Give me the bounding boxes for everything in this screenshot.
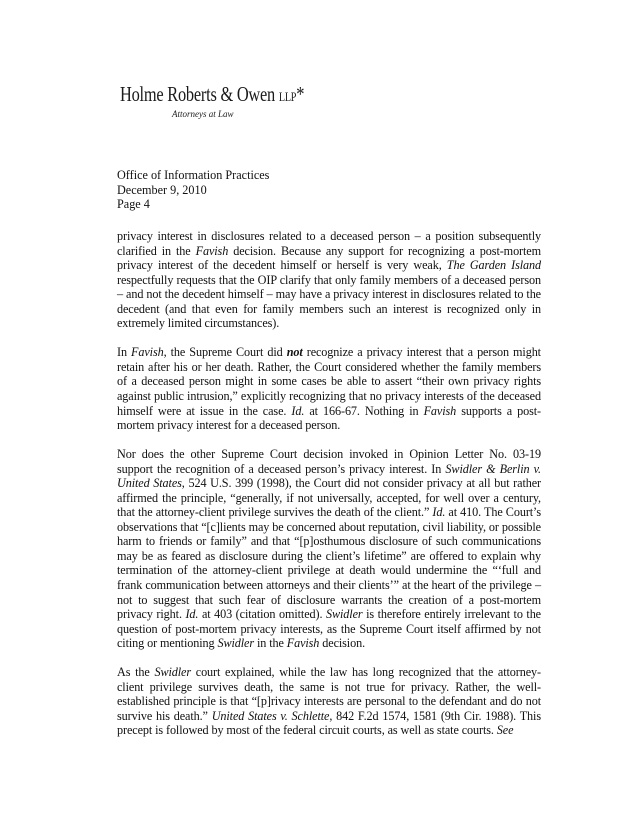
firm-name: Holme Roberts & Owen LLP*: [120, 82, 305, 106]
text-run: , 842 F.2d 1574, 1581 (9th Cir. 1988). This precept is followed by most of the federal circuit courts, as well as state courts.: [117, 708, 541, 738]
italic-text: United States v. Schlette: [211, 708, 330, 723]
italic-text: Swidler: [217, 636, 255, 651]
italic-text: Favish: [286, 636, 320, 651]
text-run: supports a post-mortem privacy interest for a deceased person.: [117, 403, 542, 433]
paragraph: [117, 447, 541, 651]
firm-name-text: Holme Roberts & Owen: [120, 82, 276, 106]
page-number: Page 4: [117, 197, 150, 212]
text-run: court explained, while the law has long recognized that the attorney-client privilege survives death, the same is not true for privacy. Rather, the well-established principle is that “[p]rivacy interests are personal to the defendant and do not survive his death.”: [117, 665, 541, 723]
letter-body: [117, 229, 541, 753]
text-run: at 403 (citation omitted).: [198, 607, 326, 622]
italic-text: Id.: [291, 403, 305, 418]
text-run: respectfully requests that the OIP clarify that only family members of a deceased person – and not the decedent himself – may have a privacy interest in disclosures related to the decedent (and that even for family members such an interest is recognized only in extremely limited circumstances).: [117, 272, 541, 331]
italic-text: The Garden Island: [446, 258, 541, 273]
paragraph: [117, 229, 541, 331]
firm-llp: LLP: [278, 89, 297, 104]
paragraph: [117, 345, 541, 432]
italic-text: Favish: [131, 345, 164, 360]
text-run: at 410. The Court’s observations that “[c]lients may be concerned about reputation, civil liability, or possible harm to friends or family” and that “[p]osthumous disclosure of such communications may be as feared as disclosure during the client’s lifetime” are offered to explain why termination of the attorney-client privilege at death would undermine the “‘full and frank communication between attorneys and their clients’” at the heart of the privilege – not to suggest that such fear of disclosure warrants the creation of a post-mortem privacy right.: [117, 505, 541, 622]
text-run: decision.: [319, 636, 366, 651]
paragraph: [117, 665, 541, 738]
text-run: at 166-67. Nothing in: [304, 403, 424, 418]
text-run: Nor does the other Supreme Court decision invoked in Opinion Letter No. 03-19 support the recognition of a deceased person’s privacy interest. In: [117, 447, 541, 476]
text-run: decision. Because any support for recognizing a post-mortem privacy interest of the decedent himself or herself is very weak,: [117, 243, 541, 273]
italic-text: Swidler & Berlin v. United States: [117, 461, 541, 491]
recipient: Office of Information Practices: [117, 168, 270, 182]
text-run: privacy interest in disclosures related to a deceased person – a position subsequently clarified in the: [117, 229, 541, 258]
italic-text: See: [496, 723, 514, 738]
text-run: As the: [117, 665, 155, 680]
italic-text: Id.: [185, 607, 199, 622]
text-run: in the: [254, 636, 287, 651]
italic-text: Swidler: [326, 607, 363, 622]
letterhead: [120, 82, 340, 119]
italic-text: Swidler: [154, 665, 191, 680]
text-run: , 524 U.S. 399 (1998), the Court did not consider privacy at all but rather affirmed the principle, “generally, if not universally, accepted, for well over a century, that the attorney-client privilege survives the death of the client.”: [117, 476, 542, 520]
text-run: recognize a privacy interest that a person might retain after his or her death. Rather, the Court considered whether the family members of a deceased person might in some cases be able to assert “their own privacy rights against public intrusion,” explicitly recognizing that no privacy interests of the deceased himself were at issue in the case.: [117, 345, 541, 418]
emphasis-text: not: [286, 345, 303, 360]
text-run: In: [117, 345, 132, 360]
italic-text: Favish: [195, 243, 229, 258]
letter-date: December 9, 2010: [117, 182, 207, 197]
italic-text: Favish: [423, 403, 457, 418]
italic-text: Id.: [432, 505, 446, 520]
firm-subtitle: Attorneys at Law: [172, 109, 234, 119]
text-run: , the Supreme Court did: [163, 345, 287, 360]
text-run: is therefore entirely irrelevant to the question of post-mortem privacy interests, as the Supreme Court itself affirmed by not citing or mentioning: [117, 607, 541, 651]
address-block: [117, 168, 269, 212]
